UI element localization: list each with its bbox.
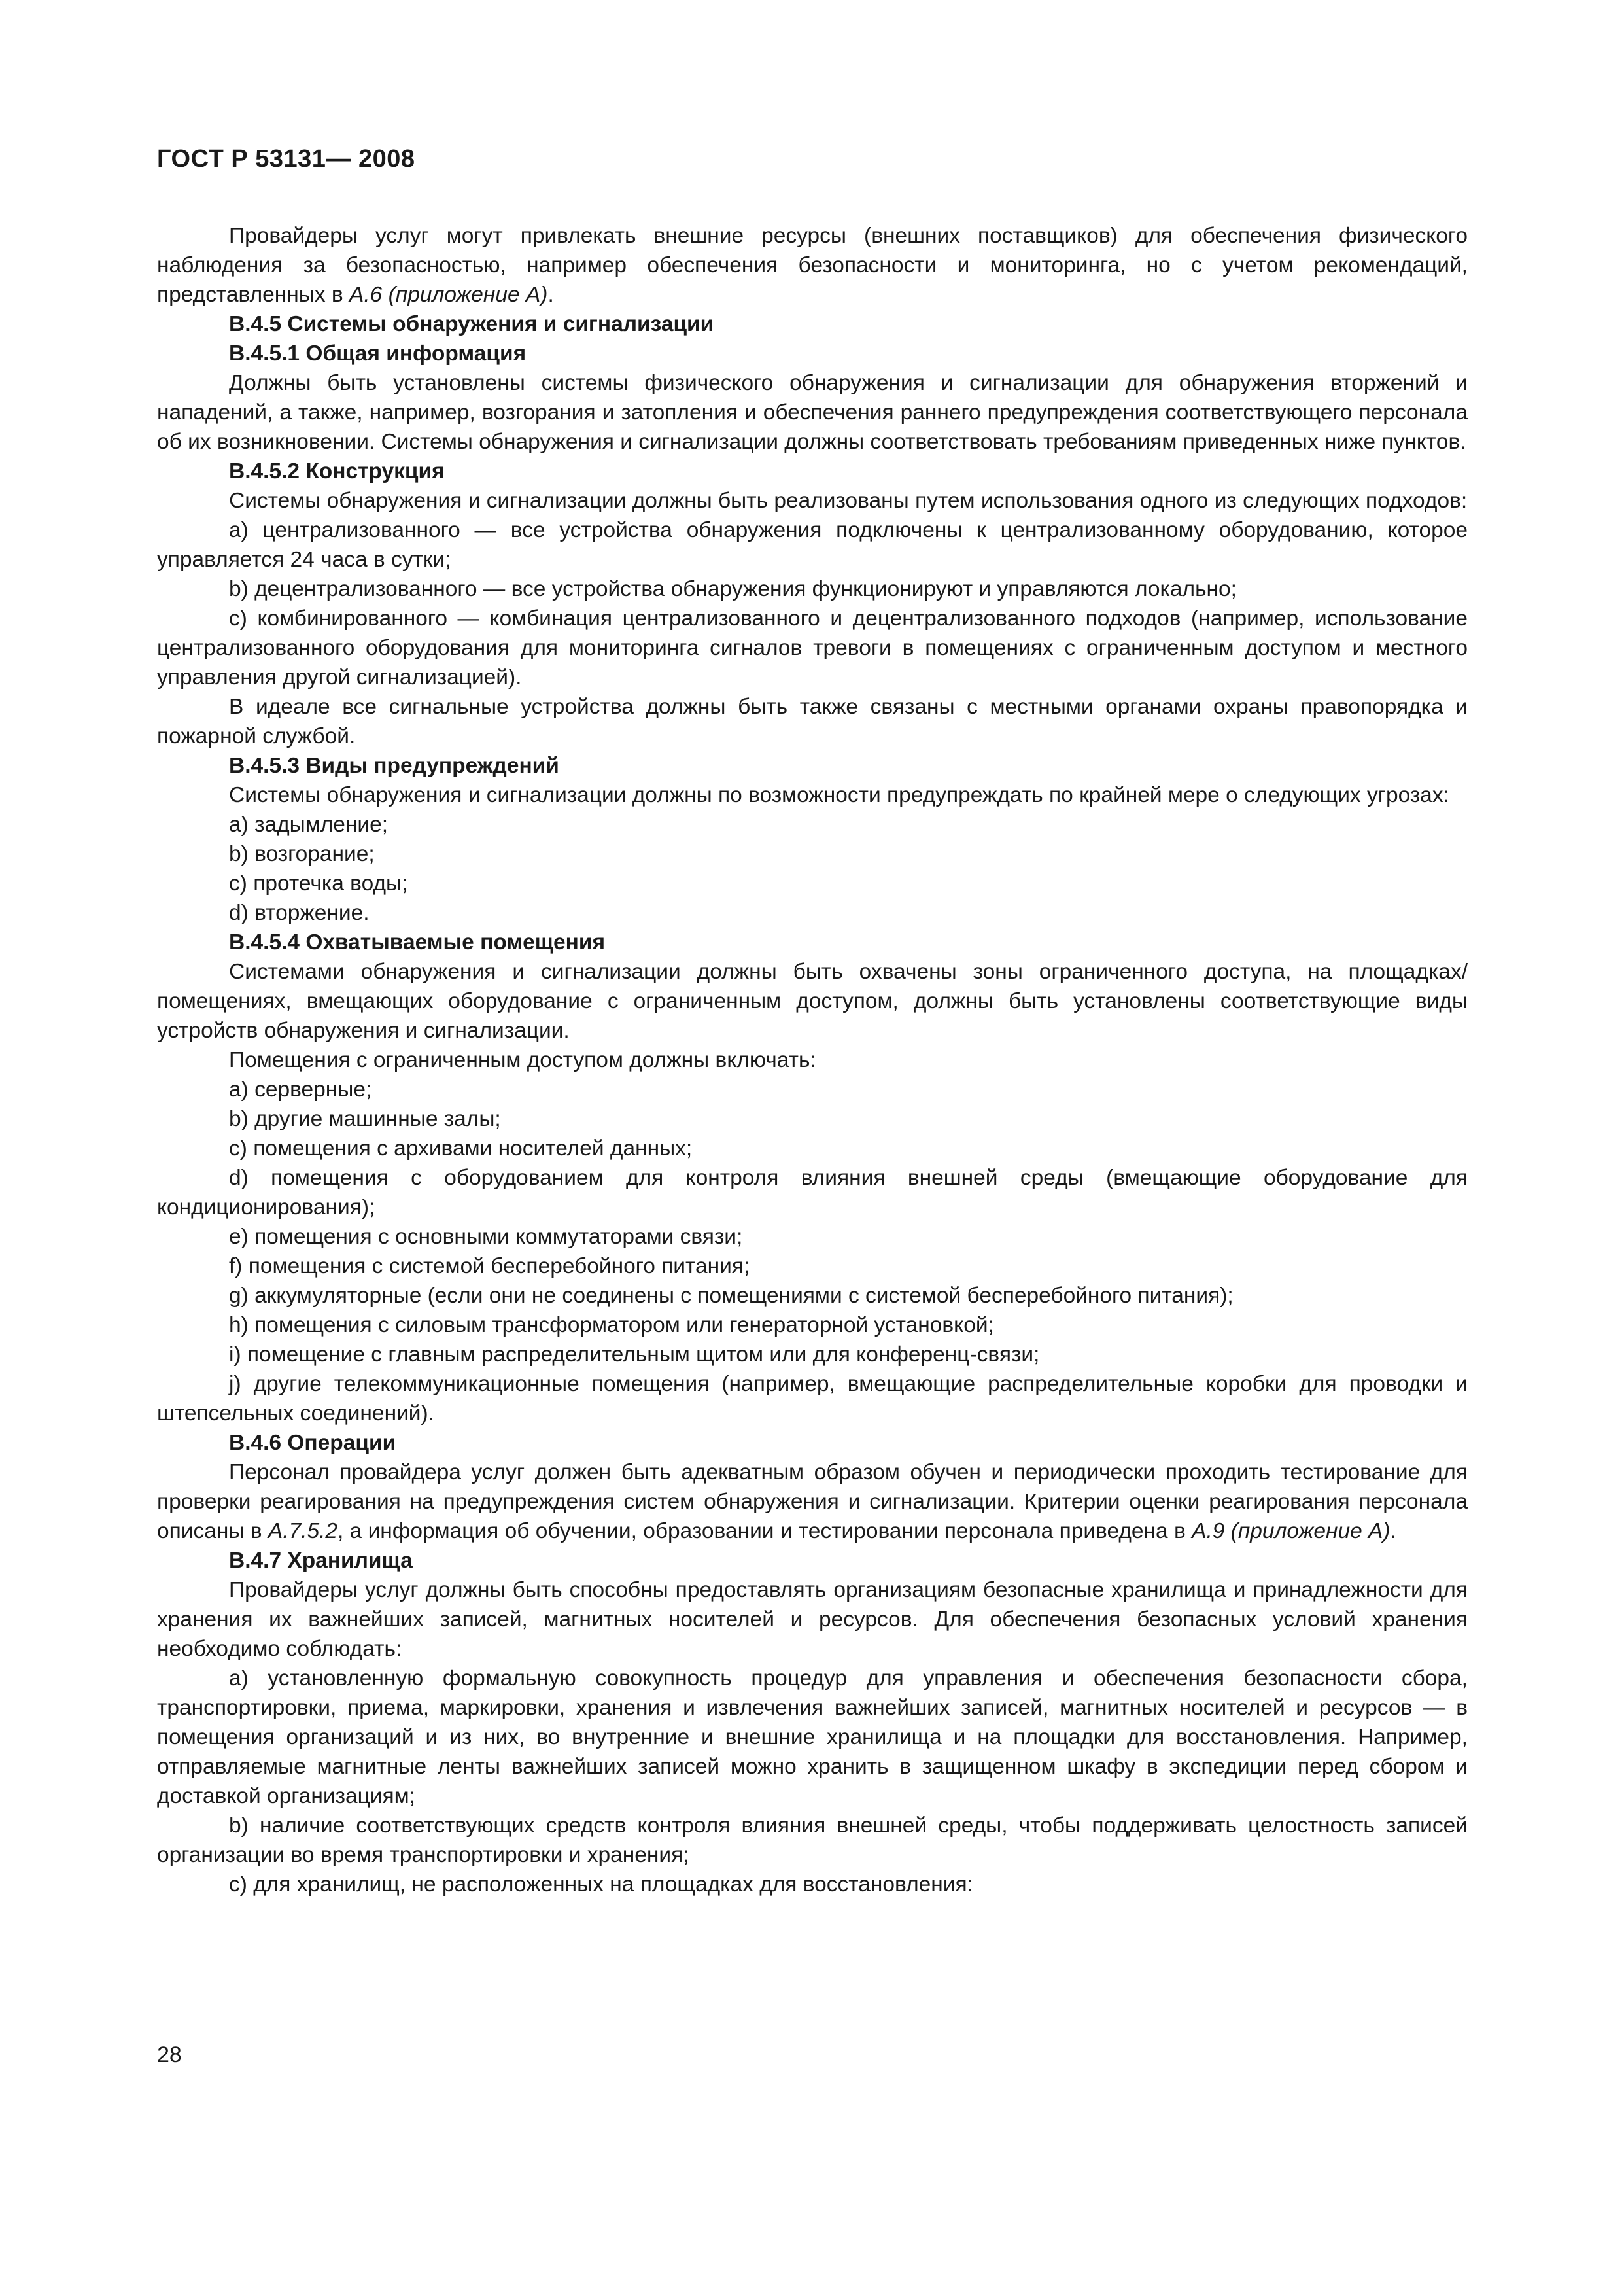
paragraph: В идеале все сигнальные устройства должны быть также связаны с местными органами охраны правопорядка и пожарной службой.: [157, 695, 1468, 748]
paragraph: Помещения с ограниченным доступом должны включать:: [229, 1048, 816, 1072]
paragraph: Провайдеры услуг должны быть способны предоставлять организациям безопасные хранилища и принадлежности для хранения их важнейших записей, магнитных носителей и ресурсов. Для обеспечения безопасных условий хранения необходимо соблюдать:: [157, 1578, 1468, 1661]
section-heading: В.4.7 Хранилища: [229, 1549, 413, 1573]
paragraph: с) протечка воды;: [229, 871, 408, 896]
paragraph: h) помещения с силовым трансформатором или генераторной установкой;: [229, 1313, 994, 1337]
section-heading: В.4.5.3 Виды предупреждений: [229, 754, 559, 778]
section-heading: В.4.5.4 Охватываемые помещения: [229, 930, 606, 955]
paragraph: Системы обнаружения и сигнализации должны быть реализованы путем использования одного из следующих подходов:: [229, 489, 1468, 513]
section-heading: В.4.5 Системы обнаружения и сигнализации: [229, 312, 714, 336]
paragraph: а) серверные;: [229, 1077, 372, 1102]
paragraph: b) децентрализованного — все устройства обнаружения функционируют и управляются локально;: [229, 577, 1237, 601]
paragraph: b) возгорание;: [229, 842, 375, 866]
paragraph: Системами обнаружения и сигнализации должны быть охвачены зоны ограниченного доступа, на площадках/помещениях, вмещающих оборудование с ограниченным доступом, должны быть установлены соответствующие виды устройств обнаружения и сигнализации.: [157, 960, 1468, 1043]
section-heading: В.4.6 Операции: [229, 1431, 396, 1455]
paragraph: е) помещения с основными коммутаторами связи;: [229, 1225, 743, 1249]
paragraph: с) помещения с архивами носителей данных;: [229, 1136, 693, 1161]
paragraph: Должны быть установлены системы физического обнаружения и сигнализации для обнаружения вторжений и нападений, а также, например, возгорания и затопления и обеспечения раннего предупреждения соответствующего персонала об их возникновении. Системы обнаружения и сигнализации должны соответствовать требованиям приведенных ниже пунктов.: [157, 371, 1468, 454]
paragraph: b) наличие соответствующих средств контроля влияния внешней среды, чтобы поддерживать целостность записей организации во время транспортировки и хранения;: [157, 1813, 1468, 1867]
paragraph: g) аккумуляторные (если они не соединены с помещениями с системой бесперебойного питания);: [229, 1284, 1234, 1308]
section-heading: В.4.5.1 Общая информация: [229, 342, 527, 366]
paragraph: а) задымление;: [229, 813, 389, 837]
document-header: ГОСТ Р 53131— 2008: [157, 145, 415, 173]
paragraph: Системы обнаружения и сигнализации должны по возможности предупреждать по крайней мере о следующих угрозах:: [229, 783, 1449, 807]
paragraph: с) комбинированного — комбинация централизованного и децентрализованного подходов (например, использование централизованного оборудования для мониторинга сигналов тревоги в помещениях с ограниченным доступом и местного управления другой сигнализацией).: [157, 606, 1468, 690]
paragraph: Персонал провайдера услуг должен быть адекватным образом обучен и периодически проходить тестирование для проверки реагирования на предупреждения систем обнаружения и сигнализации. Критерии оценки реагирования персонала описаны в А.7.5.2, а информация об обучении, образовании и тестировании персонала приведена в А.9 (приложение А).: [157, 1460, 1468, 1543]
paragraph: Провайдеры услуг могут привлекать внешние ресурсы (внешних поставщиков) для обеспечения физического наблюдения за безопасностью, например обеспечения безопасности и мониторинга, но с учетом рекомендаций, представленных в А.6 (приложение А).: [157, 224, 1468, 307]
document-body: [157, 221, 1468, 1899]
paragraph: а) централизованного — все устройства обнаружения подключены к централизованному оборудованию, которое управляется 24 часа в сутки;: [157, 518, 1468, 572]
page-number: 28: [157, 2042, 182, 2067]
paragraph: с) для хранилищ, не расположенных на площадках для восстановления:: [229, 1872, 973, 1897]
paragraph: f) помещения с системой бесперебойного питания;: [229, 1254, 750, 1278]
paragraph: d) помещения с оборудованием для контроля влияния внешней среды (вмещающие оборудование для кондиционирования);: [157, 1166, 1468, 1219]
paragraph: а) установленную формальную совокупность процедур для управления и обеспечения безопасности сбора, транспортировки, приема, маркировки, хранения и извлечения важнейших записей, магнитных носителей и ресурсов — в помещения организаций и из них, во внутренние и внешние хранилища и на площадки для восстановления. Например, отправляемые магнитные ленты важнейших записей можно хранить в защищенном шкафу в экспедиции перед сбором и доставкой организациям;: [157, 1666, 1468, 1808]
paragraph: j) другие телекоммуникационные помещения (например, вмещающие распределительные коробки для проводки и штепсельных соединений).: [157, 1372, 1468, 1426]
paragraph: i) помещение с главным распределительным щитом или для конференц-связи;: [229, 1342, 1040, 1367]
paragraph: b) другие машинные залы;: [229, 1107, 501, 1131]
section-heading: В.4.5.2 Конструкция: [229, 459, 445, 483]
paragraph: d) вторжение.: [229, 901, 370, 925]
